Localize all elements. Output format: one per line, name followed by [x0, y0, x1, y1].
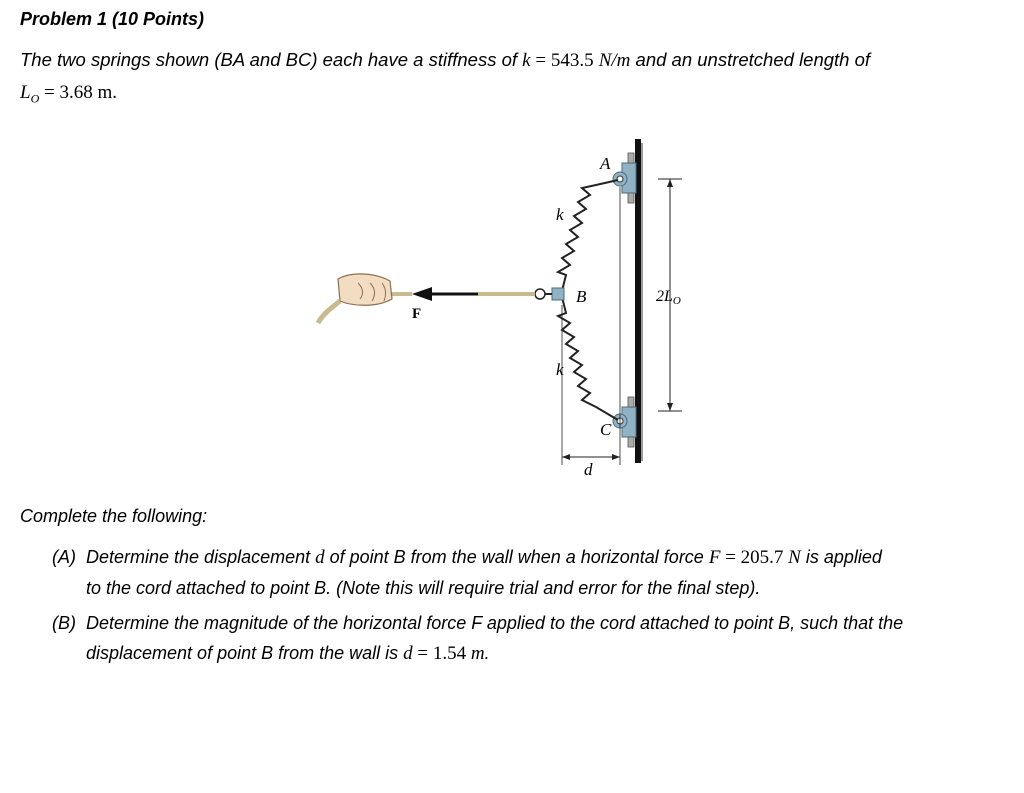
L0-subscript: O: [30, 91, 40, 106]
equals-sign: =: [530, 50, 551, 71]
part-A: [52, 542, 1012, 603]
part-text: of point B from the wall when a horizontal force: [324, 547, 709, 567]
part-text: Determine the magnitude of the horizontal force F applied to the cord attached to point B, such that the: [86, 613, 904, 633]
var-d: d: [403, 643, 413, 664]
spring-figure: [300, 125, 720, 485]
part-text: displacement of point B from the wall is: [86, 643, 404, 663]
equals-sign: =: [39, 82, 60, 103]
part-letter: (A): [52, 547, 76, 567]
part-A-line-1: [52, 542, 1012, 573]
part-text: is applied: [800, 547, 882, 567]
part-A-line-2: to the cord attached to point B. (Note this will require trial and error for the final step).: [86, 578, 761, 598]
bracket-C: [613, 397, 636, 447]
d-value: = 1.54: [412, 643, 471, 664]
force-value: = 205.7: [720, 547, 789, 568]
k-units: N/m: [598, 50, 631, 71]
force-unit: N: [788, 547, 801, 568]
label-C: C: [600, 420, 612, 439]
L0-value: 3.68 m.: [59, 82, 117, 103]
part-text: Determine the displacement: [86, 547, 316, 567]
force-arrowhead: [412, 287, 432, 301]
bracket-A: [613, 153, 636, 203]
spring-BC: [558, 297, 618, 420]
var-F: F: [708, 547, 721, 568]
label-k-top: k: [556, 205, 564, 224]
part-B-line-2: [52, 638, 1012, 669]
var-d: d: [315, 547, 325, 568]
label-2L: 2LO: [656, 288, 681, 307]
label-B: B: [576, 287, 587, 306]
spring-BA: [558, 180, 618, 291]
part-letter: (B): [52, 613, 76, 633]
part-B: [52, 608, 1012, 669]
label-k-bottom: k: [556, 360, 564, 379]
k-symbol: k: [522, 50, 531, 71]
problem-statement-line-2: [20, 81, 117, 107]
part-B-line-1: [52, 608, 1012, 638]
complete-heading: Complete the following:: [20, 506, 208, 526]
label-A: A: [600, 154, 611, 173]
d-unit: m: [470, 643, 485, 664]
label-d: d: [584, 460, 593, 479]
L0-symbol: L: [20, 82, 31, 103]
joint-B: [535, 288, 564, 300]
statement-text-tail: and an unstretched length of: [630, 49, 871, 70]
part-text: .: [484, 643, 490, 663]
problem-title: Problem 1 (10 Points): [20, 9, 205, 29]
k-value: 543.5: [550, 50, 594, 71]
hand-icon: [318, 274, 392, 323]
statement-text: The two springs shown (BA and BC) each have a stiffness of: [20, 49, 523, 70]
problem-statement-line-1: [20, 49, 870, 72]
label-F: F: [412, 306, 422, 322]
